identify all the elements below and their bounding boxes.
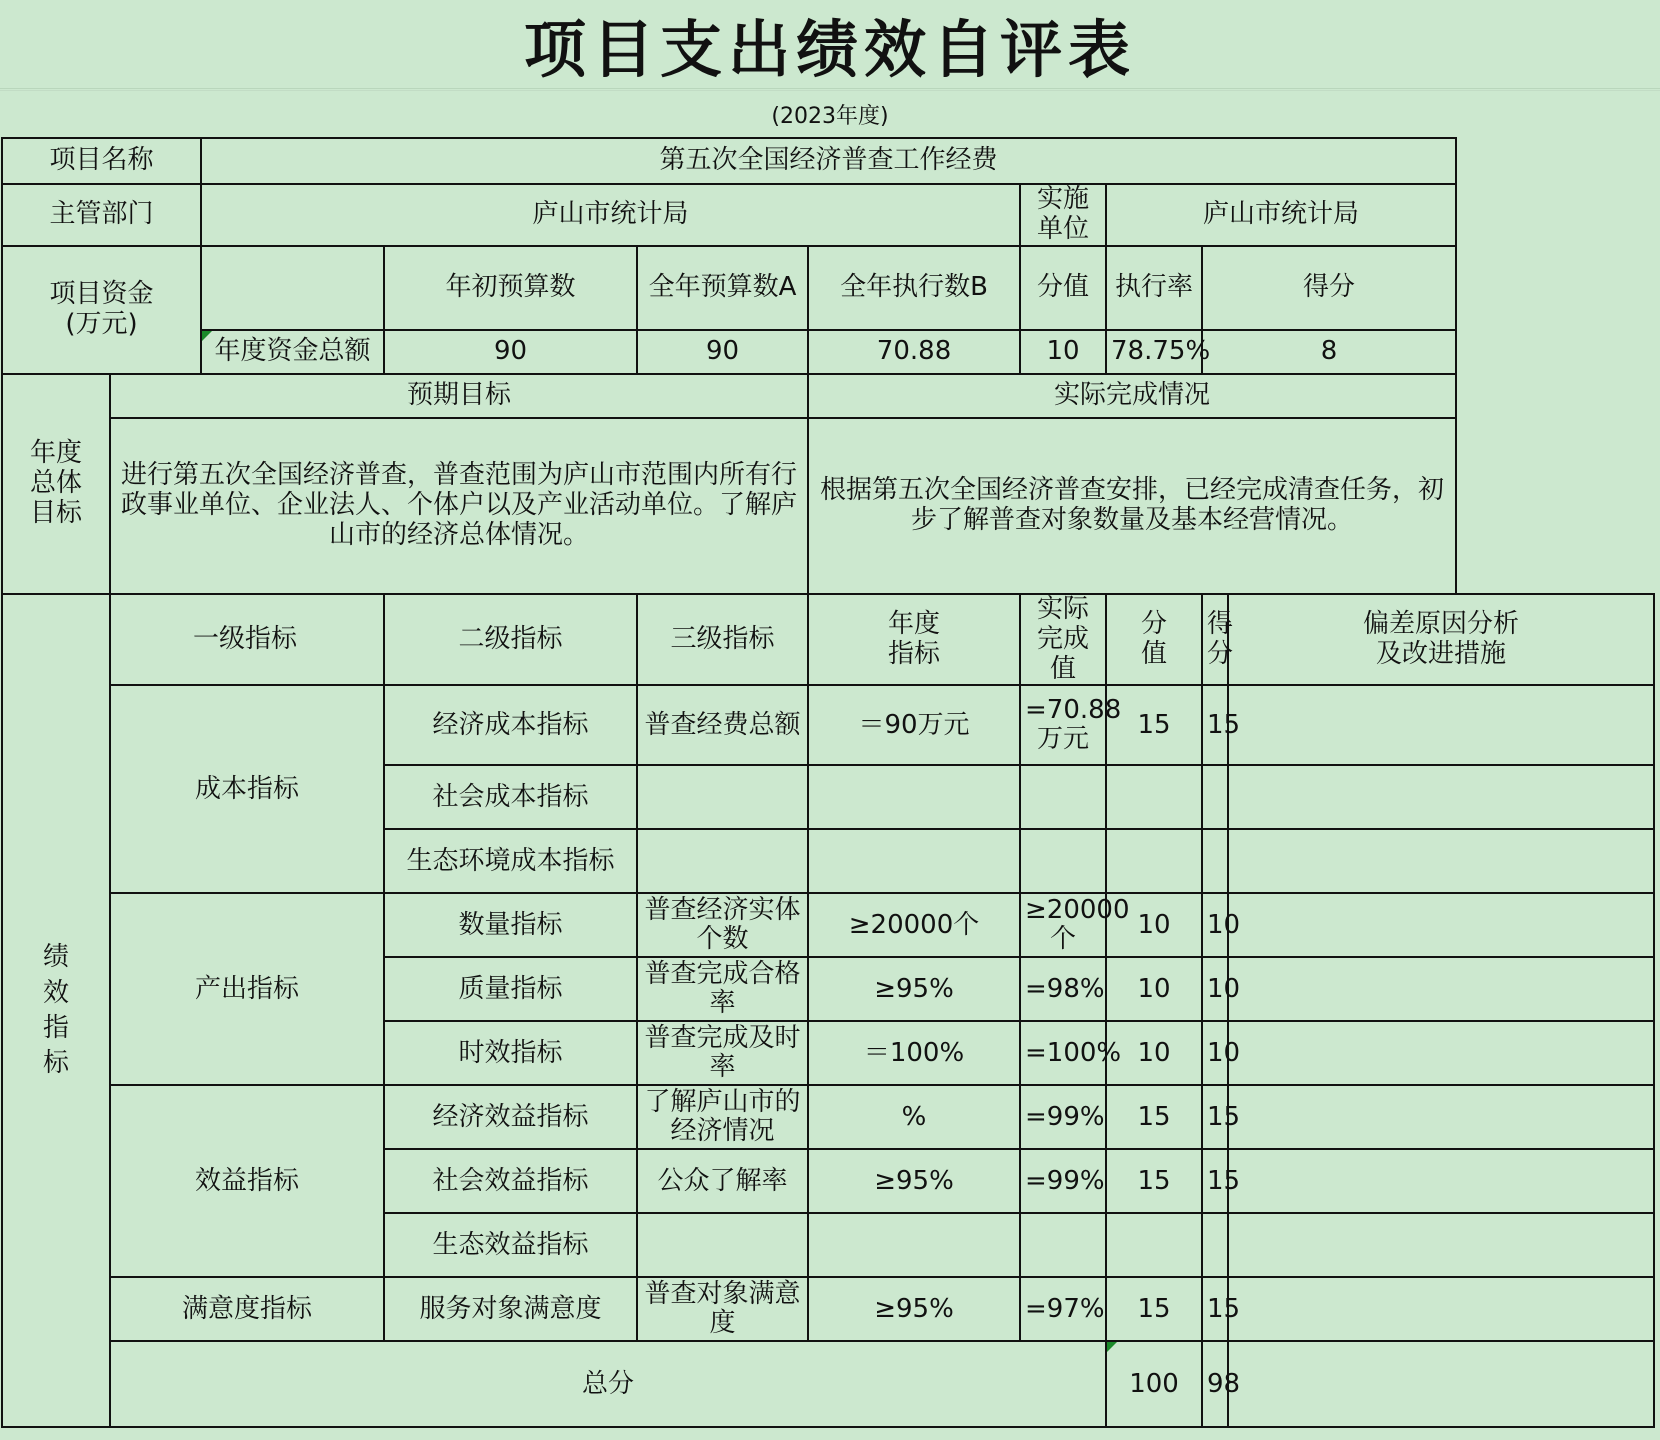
indicator-note — [1228, 685, 1654, 765]
header-actual-line1: 实际 — [1037, 593, 1090, 624]
indicator-score — [1202, 1213, 1228, 1277]
actual-completion-text: 根据第五次全国经济普查安排，已经完成清查任务，初步了解普查对象数量及基本经营情况。 — [808, 418, 1456, 594]
indicator-target: % — [808, 1085, 1020, 1149]
indicator-target — [808, 829, 1020, 893]
indicator-score: 10 — [1202, 1021, 1228, 1085]
col-score: 得分 — [1202, 246, 1456, 330]
header-weight — [1106, 594, 1202, 686]
indicator-note — [1228, 1277, 1654, 1341]
header-target-line1: 年度 — [888, 608, 941, 639]
total-label: 总分 — [110, 1341, 1106, 1427]
indicator-score — [1202, 765, 1228, 829]
annual-goal-text: 年度总体目标 — [29, 437, 82, 528]
indicator-level2: 生态效益指标 — [384, 1213, 637, 1277]
funds-rate: 78.75% — [1106, 330, 1202, 374]
indicator-weight: 10 — [1106, 893, 1202, 957]
indicator-target — [808, 765, 1020, 829]
funds-label-line1: 项目资金 — [49, 278, 154, 309]
indicator-note — [1228, 829, 1654, 893]
indicator-actual: =99% — [1020, 1085, 1106, 1149]
col-executed: 全年执行数B — [808, 246, 1020, 330]
indicator-level2: 生态环境成本指标 — [384, 829, 637, 893]
header-deviation-line1: 偏差原因分析 — [1363, 608, 1520, 639]
col-rate: 执行率 — [1106, 246, 1202, 330]
indicator-level2: 经济成本指标 — [384, 685, 637, 765]
indicator-level2: 社会效益指标 — [384, 1149, 637, 1213]
indicator-weight: 10 — [1106, 1021, 1202, 1085]
indicator-note — [1228, 1021, 1654, 1085]
indicator-actual: =70.88万元 — [1020, 685, 1106, 765]
header-weight-line1: 分 — [1141, 608, 1168, 639]
funds-weight: 10 — [1020, 330, 1106, 374]
indicator-weight: 10 — [1106, 957, 1202, 1021]
indicator-score: 15 — [1202, 1085, 1228, 1149]
indicator-score: 10 — [1202, 957, 1228, 1021]
indicator-weight: 15 — [1106, 1149, 1202, 1213]
header-level2: 二级指标 — [384, 594, 637, 686]
project-name: 第五次全国经济普查工作经费 — [201, 138, 1456, 184]
header-score-line1: 得 — [1207, 608, 1234, 639]
total-weight: 100 — [1106, 1341, 1202, 1427]
indicator-actual: ≥20000个 — [1020, 893, 1106, 957]
funds-initial: 90 — [384, 330, 637, 374]
indicator-note — [1228, 1085, 1654, 1149]
indicator-level2: 经济效益指标 — [384, 1085, 637, 1149]
performance-indicator-text: 绩效指标 — [42, 942, 69, 1078]
indicator-actual — [1020, 765, 1106, 829]
header-level1: 一级指标 — [110, 594, 384, 686]
indicator-note — [1228, 893, 1654, 957]
project-name-label: 项目名称 — [2, 138, 201, 184]
indicator-target: ＝90万元 — [808, 685, 1020, 765]
header-actual-line2: 完成值 — [1037, 623, 1090, 684]
indicator-weight: 15 — [1106, 1277, 1202, 1341]
indicator-level3: 普查经济实体个数 — [637, 893, 808, 957]
indicator-weight — [1106, 765, 1202, 829]
group-cost: 成本指标 — [110, 685, 384, 893]
total-score: 98 — [1202, 1341, 1228, 1427]
header-deviation — [1228, 594, 1654, 686]
indicator-level3: 公众了解率 — [637, 1149, 808, 1213]
indicator-note — [1228, 765, 1654, 829]
annual-goal-label — [2, 374, 110, 594]
funds-annual: 90 — [637, 330, 808, 374]
indicator-note — [1228, 1149, 1654, 1213]
funds-blank — [201, 246, 384, 330]
indicator-weight — [1106, 829, 1202, 893]
indicator-level2: 数量指标 — [384, 893, 637, 957]
indicator-score: 15 — [1202, 1149, 1228, 1213]
header-target — [808, 594, 1020, 686]
funds-label-line2: (万元) — [65, 308, 138, 339]
indicator-actual: =97% — [1020, 1277, 1106, 1341]
indicator-target: ≥95% — [808, 1277, 1020, 1341]
indicator-target: ≥95% — [808, 957, 1020, 1021]
col-annual-budget: 全年预算数A — [637, 246, 808, 330]
indicator-target: ≥95% — [808, 1149, 1020, 1213]
impl-label: 实施单位 — [1020, 184, 1106, 246]
indicator-weight: 15 — [1106, 1085, 1202, 1149]
expected-goal-label: 预期目标 — [110, 374, 808, 418]
indicator-level3: 了解庐山市的经济情况 — [637, 1085, 808, 1149]
funds-row-label: 年度资金总额 — [201, 330, 384, 374]
indicator-actual — [1020, 829, 1106, 893]
indicator-level2: 社会成本指标 — [384, 765, 637, 829]
group-output: 产出指标 — [110, 893, 384, 1085]
indicator-target — [808, 1213, 1020, 1277]
indicator-level3: 普查对象满意度 — [637, 1277, 808, 1341]
indicator-actual: =98% — [1020, 957, 1106, 1021]
funds-executed: 70.88 — [808, 330, 1020, 374]
group-satisfaction: 满意度指标 — [110, 1277, 384, 1341]
indicator-level3 — [637, 829, 808, 893]
indicator-target: ＝100% — [808, 1021, 1020, 1085]
indicator-level2: 质量指标 — [384, 957, 637, 1021]
dept-value: 庐山市统计局 — [201, 184, 1020, 246]
header-score — [1202, 594, 1234, 686]
header-level3: 三级指标 — [637, 594, 808, 686]
indicator-note — [1228, 957, 1654, 1021]
indicator-weight: 15 — [1106, 685, 1202, 765]
indicator-level3: 普查完成合格率 — [637, 957, 808, 1021]
indicator-actual: =99% — [1020, 1149, 1106, 1213]
total-note — [1228, 1341, 1654, 1427]
col-initial-budget: 年初预算数 — [384, 246, 637, 330]
header-weight-line2: 值 — [1141, 638, 1168, 669]
header-target-line2: 指标 — [888, 638, 941, 669]
funds-label — [2, 246, 201, 374]
indicator-weight — [1106, 1213, 1202, 1277]
fiscal-year: (2023年度) — [771, 103, 889, 129]
header-score-line2: 分 — [1207, 638, 1234, 669]
indicator-level3: 普查经费总额 — [637, 685, 808, 765]
header-deviation-line2: 及改进措施 — [1376, 638, 1507, 669]
group-benefit: 效益指标 — [110, 1085, 384, 1277]
indicator-note — [1228, 1213, 1654, 1277]
indicator-score — [1202, 829, 1228, 893]
indicator-level2: 服务对象满意度 — [384, 1277, 637, 1341]
expected-goal-text: 进行第五次全国经济普查，普查范围为庐山市范围内所有行政事业单位、企业法人、个体户以及产业活动单位。了解庐山市的经济总体情况。 — [110, 418, 808, 594]
indicator-score: 15 — [1202, 685, 1228, 765]
indicator-score: 10 — [1202, 893, 1228, 957]
indicator-target: ≥20000个 — [808, 893, 1020, 957]
indicator-actual: =100% — [1020, 1021, 1106, 1085]
indicator-actual — [1020, 1213, 1106, 1277]
indicator-level3: 普查完成及时率 — [637, 1021, 808, 1085]
grid-line — [0, 90, 1660, 91]
performance-indicator-label — [2, 594, 110, 1428]
indicator-level2: 时效指标 — [384, 1021, 637, 1085]
form-title: 项目支出绩效自评表 — [0, 0, 1660, 89]
col-weight: 分值 — [1020, 246, 1106, 330]
impl-value: 庐山市统计局 — [1106, 184, 1456, 246]
dept-label: 主管部门 — [2, 184, 201, 246]
evaluation-table — [1, 137, 1655, 1428]
indicator-score: 15 — [1202, 1277, 1228, 1341]
indicator-level3 — [637, 1213, 808, 1277]
indicator-level3 — [637, 765, 808, 829]
funds-score: 8 — [1202, 330, 1456, 374]
actual-completion-label: 实际完成情况 — [808, 374, 1456, 418]
header-actual — [1020, 594, 1106, 686]
